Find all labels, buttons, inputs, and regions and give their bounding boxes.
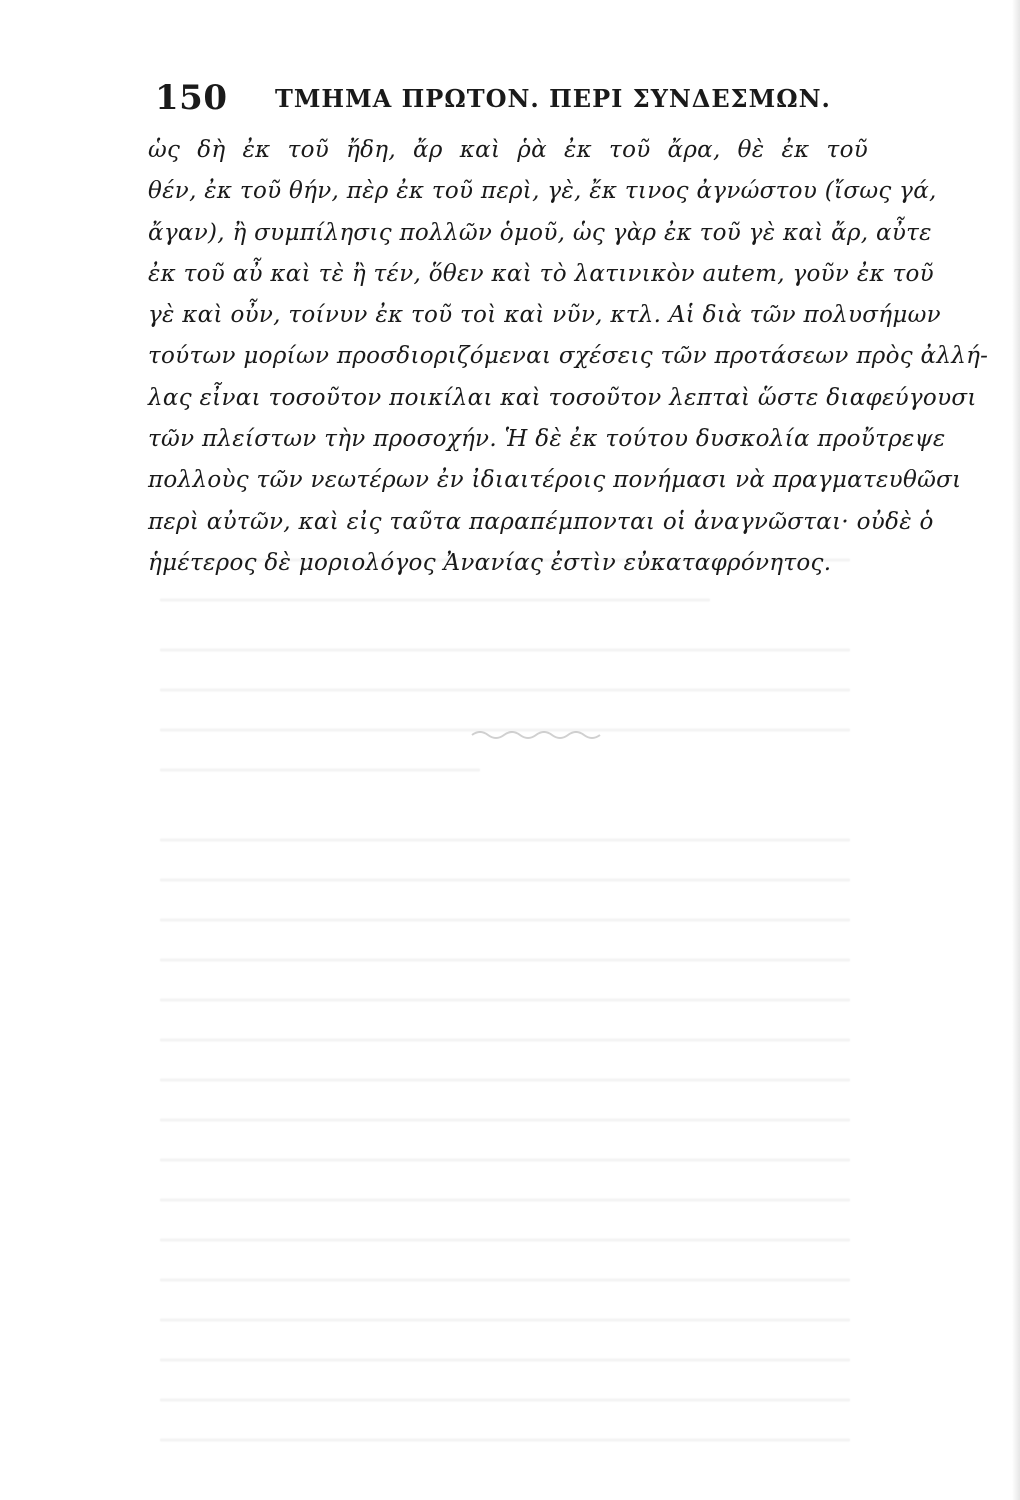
running-title: ΤΜΗΜΑ ΠΡΩΤΟΝ. ΠΕΡΙ ΣΥΝΔΕΣΜΩΝ.	[275, 84, 831, 113]
body-text	[148, 130, 989, 584]
page-edge-shadow	[1012, 0, 1020, 1500]
page-header	[155, 78, 831, 122]
text-line: ἐκ τοῦ αὖ καὶ τὲ ἢ τέν, ὅθεν καὶ τὸ λατινικὸν autem, γοῦν ἐκ τοῦ	[148, 260, 934, 287]
text-line: ὡς δὴ ἐκ τοῦ ἤδη, ἄρ καὶ ῥὰ ἐκ τοῦ ἄρα, θὲ ἐκ τοῦ	[148, 137, 868, 163]
text-line: περὶ αὐτῶν, καὶ εἰς ταῦτα παραπέμπονται οἱ ἀναγνῶσται· οὐδὲ ὁ	[148, 508, 934, 535]
text-line: τούτων μορίων προσδιοριζόμεναι σχέσεις τῶν προτάσεων πρὸς ἀλλή-	[148, 343, 989, 370]
text-line: θέν, ἐκ τοῦ θήν, πὲρ ἐκ τοῦ περὶ, γὲ, ἔκ τινος ἀγνώστου (ἴσως γά,	[148, 178, 937, 205]
bleed-through-ornament	[470, 728, 610, 742]
text-line: ἡμέτερος δὲ μοριολόγος Ἀνανίας ἐστὶν εὐκαταφρόνητος.	[148, 549, 832, 576]
page-number: 150	[155, 78, 228, 118]
bleed-through-area	[150, 540, 870, 1464]
text-line: τῶν πλείστων τὴν προσοχήν. Ἡ δὲ ἐκ τούτου δυσκολία προὔτρεψε	[148, 426, 946, 453]
bleed-through-strokes	[150, 540, 870, 1460]
text-line: ἄγαν), ἢ συμπίλησις πολλῶν ὁμοῦ, ὡς γὰρ ἐκ τοῦ γὲ καὶ ἄρ, αὖτε	[148, 219, 932, 246]
text-line: πολλοὺς τῶν νεωτέρων ἐν ἰδιαιτέροις πονήμασι νὰ πραγματευθῶσι	[148, 467, 962, 494]
text-line: λας εἶναι τοσοῦτον ποικίλαι καὶ τοσοῦτον λεπταὶ ὥστε διαφεύγουσι	[148, 384, 977, 411]
text-line: γὲ καὶ οὖν, τοίνυν ἐκ τοῦ τοὶ καὶ νῦν, κτλ. Αἱ διὰ τῶν πολυσήμων	[148, 302, 941, 329]
